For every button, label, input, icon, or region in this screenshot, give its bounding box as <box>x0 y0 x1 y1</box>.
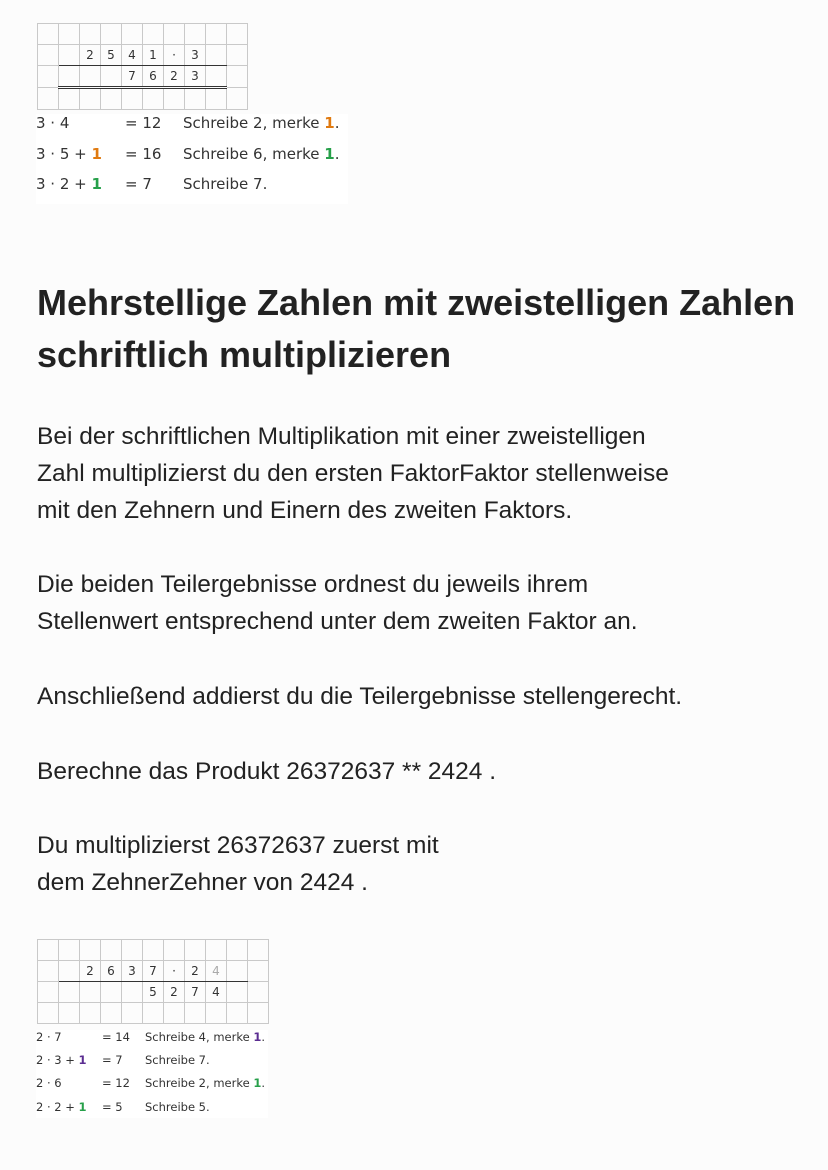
step-result: = 5 <box>102 1099 123 1114</box>
grid-cell <box>206 45 227 66</box>
grid-cell: 3 <box>185 66 206 88</box>
multiplication-grid-example-1 <box>37 23 248 110</box>
grid-cell <box>227 961 248 982</box>
multiplication-grid-example-2 <box>37 939 269 1024</box>
grid-cell <box>59 961 80 982</box>
calculation-step <box>36 175 348 206</box>
step-note: Schreibe 2, merke 1. <box>145 1076 265 1091</box>
grid-cell: 4 <box>206 982 227 1003</box>
grid-cell: 2 <box>164 982 185 1003</box>
step-expression: 3 · 5 + 1 <box>36 144 102 163</box>
calculation-step <box>36 1030 268 1053</box>
grid-cell <box>80 66 101 88</box>
grid-cell <box>101 66 122 88</box>
grid-cell: 1 <box>143 45 164 66</box>
grid-cell: 7 <box>185 982 206 1003</box>
grid-cell: 6 <box>143 66 164 88</box>
page-title: Mehrstellige Zahlen mit zweistelligen Zahlen schriftlich multiplizieren <box>37 282 796 375</box>
step-expression: 2 · 6 <box>36 1076 62 1091</box>
grid-cell: · <box>164 961 185 982</box>
grid-cell <box>206 66 227 88</box>
calculation-steps-example-2 <box>36 1030 268 1118</box>
grid-cell: 2 <box>185 961 206 982</box>
paragraph-task: Berechne das Produkt 26372637 ** 2424 . <box>37 758 497 785</box>
step-note: Schreibe 5. <box>145 1099 210 1114</box>
grid-cell: 5 <box>143 982 164 1003</box>
step-expression: 2 · 2 + 1 <box>36 1099 87 1114</box>
step-note: Schreibe 4, merke 1. <box>145 1030 265 1044</box>
calculation-step <box>36 145 348 176</box>
paragraph-addition: Anschließend addierst du die Teilergebnisse stellengerecht. <box>37 683 683 710</box>
step-result: = 12 <box>102 1076 130 1091</box>
step-note: Schreibe 7. <box>145 1053 210 1068</box>
calculation-step <box>36 1053 268 1076</box>
step-expression: 2 · 7 <box>36 1030 62 1044</box>
calculation-step <box>36 1100 268 1123</box>
calculation-step <box>36 1076 268 1099</box>
step-note: Schreibe 2, merke 1. <box>183 114 340 132</box>
step-expression: 3 · 2 + 1 <box>36 175 102 193</box>
grid-cell <box>59 66 80 88</box>
grid-cell: 2 <box>80 961 101 982</box>
step-note: Schreibe 6, merke 1. <box>183 144 340 163</box>
step-note: Schreibe 7. <box>183 175 268 193</box>
paragraph-step-one: Du multiplizierst 26372637 zuerst mit dem ZehnerZehner von 2424 . <box>37 832 439 896</box>
grid-cell <box>59 45 80 66</box>
grid-cell: 5 <box>101 45 122 66</box>
grid-cell: 2 <box>164 66 185 88</box>
grid-cell: 7 <box>143 961 164 982</box>
step-result: = 14 <box>102 1030 130 1044</box>
grid-cell: 6 <box>101 961 122 982</box>
step-result: = 12 <box>125 114 162 132</box>
grid-cell: 4 <box>122 45 143 66</box>
paragraph-place-value: Die beiden Teilergebnisse ordnest du jeweils ihrem Stellenwert entsprechend unter dem zweiten Faktor an. <box>37 571 638 635</box>
grid-cell: 3 <box>122 961 143 982</box>
step-result: = 7 <box>125 175 152 193</box>
step-result: = 16 <box>125 144 162 163</box>
grid-cell: 3 <box>185 45 206 66</box>
step-result: = 7 <box>102 1053 123 1068</box>
grid-cell: 2 <box>80 45 101 66</box>
step-expression: 3 · 4 <box>36 114 70 132</box>
paragraph-intro: Bei der schriftlichen Multiplikation mit einer zweistelligen Zahl multiplizierst du den ersten FaktorFaktor stellenweise mit den Zehnern und Einern des zweiten Faktors. <box>37 423 669 524</box>
step-expression: 2 · 3 + 1 <box>36 1053 87 1068</box>
calculation-step <box>36 114 348 145</box>
grid-cell: 4 <box>206 961 227 982</box>
grid-cell: 7 <box>122 66 143 88</box>
grid-cell: · <box>164 45 185 66</box>
calculation-steps-example-1 <box>36 114 348 204</box>
